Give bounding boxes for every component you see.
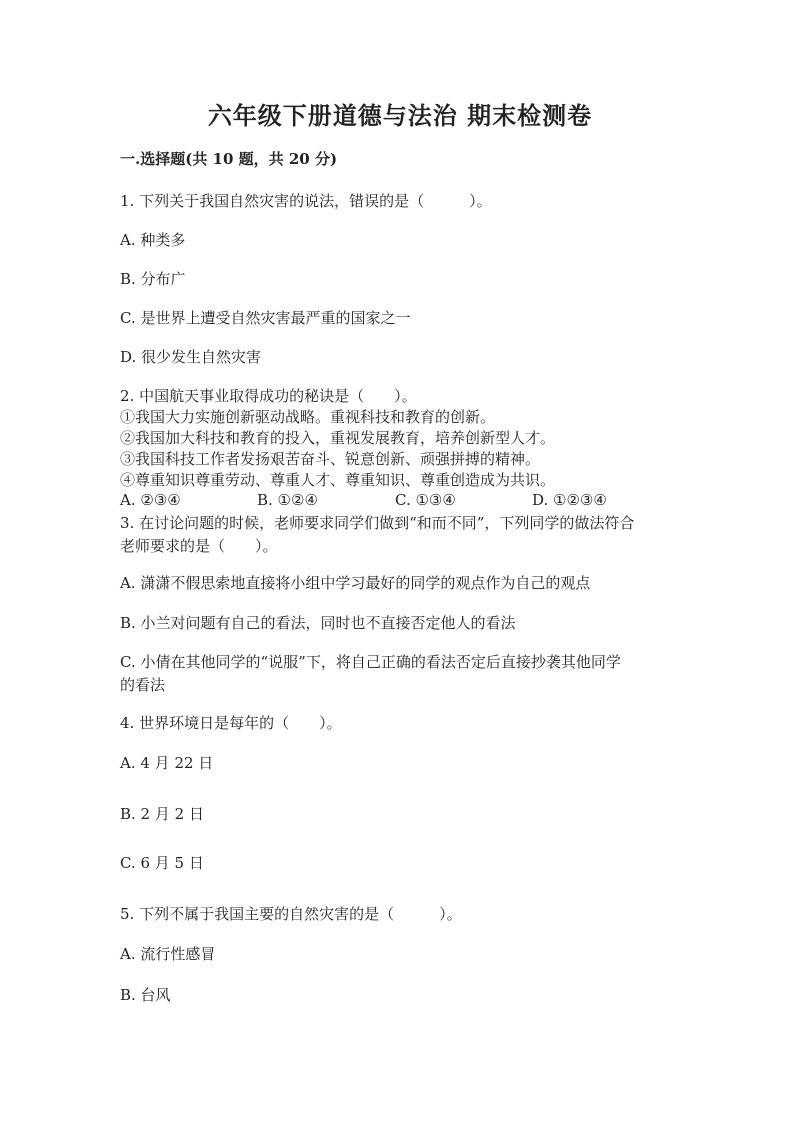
question-1-option-d: D. 很少发生自然灾害 xyxy=(120,348,262,366)
question-2-option-a: A. ②③④ xyxy=(120,491,181,509)
question-3-option-c-line-2: 的看法 xyxy=(120,676,166,694)
question-2-option-b: B. ①②④ xyxy=(257,491,318,509)
question-1-option-a: A. 种类多 xyxy=(120,231,186,249)
question-5-option-b: B. 台风 xyxy=(120,986,171,1004)
question-4-option-a: A. 4 月 22 日 xyxy=(120,754,214,772)
question-2-statement-4: ④尊重知识尊重劳动、尊重人才、尊重知识、尊重创造成为共识。 xyxy=(120,471,556,489)
question-2-statement-1: ①我国大力实施创新驱动战略。重视科技和教育的创新。 xyxy=(120,408,496,426)
question-5-option-a: A. 流行性感冒 xyxy=(120,945,216,963)
question-2-option-c: C. ①③④ xyxy=(395,491,456,509)
question-2-option-d: D. ①②③④ xyxy=(532,491,607,509)
question-5-stem: 5. 下列不属于我国主要的自然灾害的是（ ）。 xyxy=(120,905,462,923)
question-1-option-b: B. 分布广 xyxy=(120,270,186,288)
section-heading: 一.选择题(共 10 题，共 20 分) xyxy=(120,150,338,168)
question-3-option-a: A. 潇潇不假思索地直接将小组中学习最好的同学的观点作为自己的观点 xyxy=(120,574,591,592)
question-3-option-c-line-1: C. 小倩在其他同学的“说服”下，将自己正确的看法否定后直接抄袭其他同学 xyxy=(120,653,621,671)
question-3-option-b: B. 小兰对问题有自己的看法，同时也不直接否定他人的看法 xyxy=(120,614,516,632)
question-2-statement-2: ②我国加大科技和教育的投入，重视发展教育，培养创新型人才。 xyxy=(120,429,556,447)
question-1-option-c: C. 是世界上遭受自然灾害最严重的国家之一 xyxy=(120,309,411,327)
question-4-option-b: B. 2 月 2 日 xyxy=(120,805,204,823)
question-4-option-c: C. 6 月 5 日 xyxy=(120,854,204,872)
question-3-stem-line-2: 老师要求的是（ ）。 xyxy=(120,537,278,555)
question-2-statement-3: ③我国科技工作者发扬艰苦奋斗、锐意创新、顽强拼搏的精神。 xyxy=(120,450,541,468)
question-4-stem: 4. 世界环境日是每年的（ ）。 xyxy=(120,714,342,732)
question-1-stem: 1. 下列关于我国自然灾害的说法，错误的是（ ）。 xyxy=(120,192,492,210)
question-2-stem: 2. 中国航天事业取得成功的秘诀是（ ）。 xyxy=(120,387,417,405)
page-title: 六年级下册道德与法治 期末检测卷 xyxy=(207,101,593,130)
question-3-stem-line-1: 3. 在讨论问题的时候，老师要求同学们做到“和而不同”，下列同学的做法符合 xyxy=(120,514,635,532)
